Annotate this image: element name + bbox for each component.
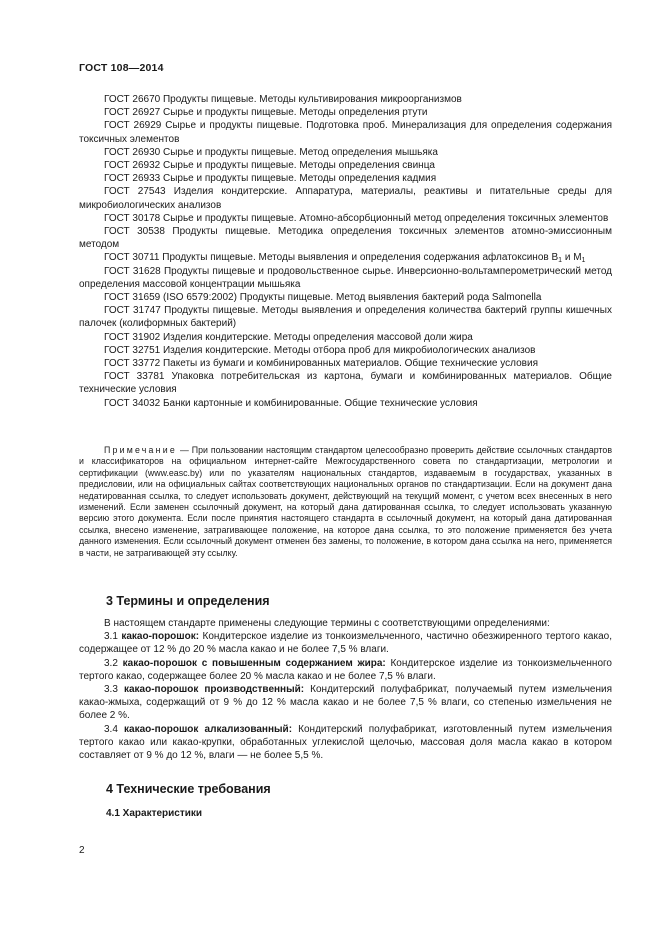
subscript: 1: [558, 257, 563, 265]
term-number: 3.2: [104, 657, 123, 669]
note-block: [79, 445, 612, 559]
term-definition: Кондитерское изделие из тонкоизмельченного, частично обезжиренного тертого какао, содержащее от 12 % до 20 % масла какао и не более 7,5 % влаги.: [79, 631, 612, 656]
term-number: 3.1: [104, 631, 122, 643]
note-paragraph: [79, 445, 612, 559]
reference-item: ГОСТ 31747 Продукты пищевые. Методы выявления и определения количества бактерий группы кишечных палочек (колиформных бактерий): [79, 305, 612, 330]
reference-item: ГОСТ 27543 Изделия кондитерские. Аппаратура, материалы, реактивы и питательные среды для микробиологических анализов: [79, 186, 612, 211]
reference-item: ГОСТ 26929 Сырье и продукты пищевые. Подготовка проб. Минерализация для определения содержания токсичных элементов: [79, 120, 612, 145]
reference-item: ГОСТ 26930 Сырье и продукты пищевые. Метод определения мышьяка: [104, 146, 438, 158]
document-header: ГОСТ 108—2014: [79, 62, 164, 74]
reference-text: ГОСТ 30711 Продукты пищевые. Методы выявления и определения содержания афлатоксинов B: [104, 252, 559, 264]
section-4-title: 4 Технические требования: [106, 782, 271, 796]
term-name: какао-порошок производственный:: [123, 684, 305, 696]
reference-item: ГОСТ 34032 Банки картонные и комбинированные. Общие технические условия: [104, 397, 478, 409]
reference-item: ГОСТ 31659 (ISO 6579:2002) Продукты пищевые. Метод выявления бактерий рода Salmonella: [104, 292, 542, 304]
term-item: [79, 657, 612, 683]
reference-item-30711: [79, 251, 612, 264]
reference-item: ГОСТ 33781 Упаковка потребительская из картона, бумаги и комбинированных материалов. Общие технические условия: [79, 371, 612, 396]
subscript: 1: [581, 257, 586, 265]
term-name: какао-порошок:: [121, 631, 200, 643]
term-item: [79, 630, 612, 656]
reference-text: и M: [562, 252, 582, 264]
reference-item: ГОСТ 30538 Продукты пищевые. Методика определения токсичных элементов атомно-эмиссионным методом: [79, 226, 612, 251]
terms-intro: В настоящем стандарте применены следующие термины с соответствующими определениями:: [104, 618, 550, 629]
note-text: — При пользовании настоящим стандартом целесообразно проверить действие ссылочных стандартов и классификаторов на официальном интернет-сайте Межгосударственного совета по стандартизации, метрологии и сертификации (www.easc.by) или по указателям национальных стандартов, издаваемым в государствах, указанных в предисловии, или на официальных сайтах соответствующих национальных органов по стандартизации. Если на документ дана недатированная ссылка, то следует использовать документ, действующий на текущий момент, с учетом всех внесенных в него изменений. Если заменен ссылочный документ, на который дана датированная ссылка, то следует использовать указанную версию этого документа. Если после принятия настоящего стандарта в ссылочный документ, на который дана датированная ссылка, внесено изменение, затрагивающее положение, на которое дана ссылка, то это положение применяется без учета данного изменения. Если ссылочный документ отменен без замены, то положение, в котором дана ссылка на него, применяется в части, не затрагивающей эту ссылку.: [79, 445, 612, 558]
reference-item: ГОСТ 26932 Сырье и продукты пищевые. Методы определения свинца: [104, 160, 435, 172]
page-number: 2: [79, 845, 85, 856]
reference-item: ГОСТ 26933 Сырье и продукты пищевые. Методы определения кадмия: [104, 173, 437, 185]
reference-item: ГОСТ 31902 Изделия кондитерские. Методы определения массовой доли жира: [104, 331, 473, 343]
term-name: какао-порошок алкализованный:: [124, 723, 293, 735]
term-number: 3.3: [104, 684, 124, 696]
normative-references: [79, 93, 612, 410]
subsection-4-1-title: 4.1 Характеристики: [106, 808, 203, 819]
reference-item: ГОСТ 26927 Сырье и продукты пищевые. Методы определения ртути: [104, 107, 428, 119]
term-definition: Кондитерский полуфабрикат, получаемый путем измельчения какао-жмыха, содержащий от 9 % до 12 % масла какао и не более 7,5 % влаги, со степенью измельчения не более 2 %.: [79, 684, 612, 722]
reference-item: ГОСТ 33772 Пакеты из бумаги и комбинированных материалов. Общие технические условия: [104, 358, 538, 370]
term-item: [79, 723, 612, 763]
reference-item: ГОСТ 31628 Продукты пищевые и продовольственное сырье. Инверсионно-вольтамперометрический метод определения массовой концентрации мышьяка: [79, 265, 612, 290]
section-3-title: 3 Термины и определения: [106, 594, 270, 608]
reference-item: ГОСТ 30178 Сырье и продукты пищевые. Атомно-абсорбционный метод определения токсичных элементов: [104, 212, 609, 224]
term-definition: Кондитерское изделие из тонкоизмельченного тертого какао, содержащее более 20 % масла какао и не более 7,5 % влаги.: [79, 657, 612, 682]
term-item: [79, 683, 612, 723]
term-name: какао-порошок с повышенным содержанием жира:: [122, 657, 386, 669]
term-number: 3.4: [104, 723, 125, 735]
reference-item: ГОСТ 32751 Изделия кондитерские. Методы отбора проб для микробиологических анализов: [104, 344, 536, 356]
note-label: Примечание: [104, 445, 177, 455]
terms-definitions: [79, 617, 612, 762]
reference-item: ГОСТ 26670 Продукты пищевые. Методы культивирования микроорганизмов: [104, 94, 462, 105]
term-definition: Кондитерский полуфабрикат, изготовленный путем измельчения тертого какао или какао-крупки, обработанных углекислой щелочью, массовая доля масла какао в котором составляет от 9 % до 12 %, влаги — не более 5,5 %.: [79, 723, 612, 762]
